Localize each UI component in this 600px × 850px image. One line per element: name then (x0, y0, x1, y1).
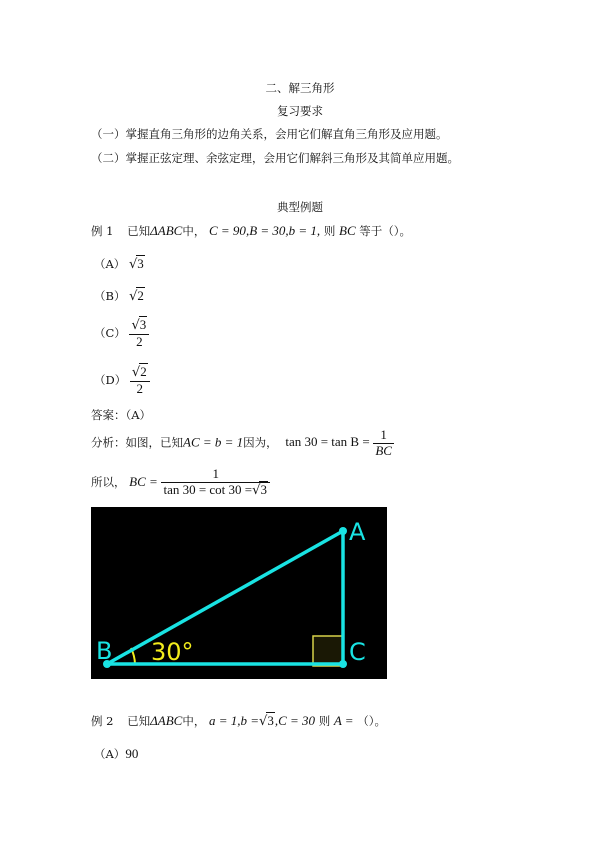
so-den: tan 30 = cot 30 = (163, 481, 253, 497)
sqrt-symbol: √3 (259, 713, 274, 729)
so-fraction (161, 467, 269, 499)
option-b (94, 288, 145, 304)
example-2-option-a-label: （A） (94, 747, 126, 761)
option-d (94, 365, 150, 397)
review-title: 复习要求 (277, 104, 323, 118)
so-den-root: 3 (260, 481, 267, 497)
option-d-label: （D） (94, 372, 127, 387)
requirement-2: （二）掌握正弦定理、余弦定理，会用它们解斜三角形及其简单应用题。 (91, 151, 459, 165)
example-2-intro: 已知 (127, 714, 151, 728)
example-1-then: 则 (323, 224, 336, 238)
vertex-a (339, 527, 347, 535)
analysis-eq: AC = b = 1 (183, 434, 244, 450)
requirement-1: （一）掌握直角三角形的边角关系，会用它们解直角三角形及应用题。 (91, 127, 448, 141)
sqrt-symbol: √2 (131, 364, 147, 380)
angle-label: 30° (151, 638, 194, 666)
example-1-intro: 已知 (127, 224, 151, 238)
example-2-then: 则 (318, 714, 331, 728)
option-b-value: 2 (137, 288, 144, 303)
example-2-mid: 中， (182, 714, 206, 728)
example-2-question (91, 713, 386, 729)
analysis-frac-den: BC (375, 442, 392, 458)
sqrt-symbol: √2 (129, 288, 144, 304)
section-title: 二、解三角形 (265, 81, 335, 95)
analysis-prefix: 分析：如图，已知 (91, 435, 183, 450)
option-d-fraction (130, 365, 150, 397)
label-a: A (349, 518, 366, 546)
triangle-figure (91, 507, 387, 679)
example-2-cond-c: ,C = 30 (274, 713, 316, 728)
option-d-num: 2 (140, 364, 147, 379)
example-1-cond-b: ,B = 30 (245, 223, 286, 238)
example-1-ask: 等于（）。 (359, 224, 412, 238)
example-2-ask: （）。 (357, 714, 386, 728)
label-b: B (96, 637, 113, 665)
analysis-fraction (373, 428, 394, 459)
examples-title: 典型例题 (277, 200, 323, 214)
example-2-option-a-value: 90 (125, 746, 139, 761)
example-2-label: 例 2 (91, 714, 114, 728)
so-prefix: 所以， (91, 474, 126, 489)
right-angle-marker (313, 636, 343, 666)
example-2-triangle: ΔABC (150, 713, 183, 728)
sqrt-symbol: √3 (128, 256, 144, 272)
option-a-label: （A） (94, 257, 126, 271)
so-num: 1 (161, 467, 269, 483)
analysis-frac-num: 1 (373, 428, 394, 444)
example-1-cond-b2: ,b = 1, (285, 223, 321, 238)
example-1-triangle: ΔABC (150, 223, 183, 238)
option-b-label: （B） (94, 289, 126, 303)
example-1-question (91, 223, 411, 239)
vertex-c (339, 660, 347, 668)
example-2-option-a (94, 746, 138, 762)
sqrt-symbol: √3 (131, 317, 147, 333)
option-c-fraction (129, 318, 149, 350)
example-2-target: A = (333, 713, 354, 728)
example-1-mid: 中， (182, 224, 206, 238)
option-a (94, 256, 145, 272)
example-2-cond: a = 1,b = (208, 713, 260, 728)
label-c: C (349, 638, 366, 666)
answer: 答案：（A） (91, 408, 152, 422)
example-1-target: BC (339, 223, 356, 238)
option-a-value: 3 (137, 256, 144, 271)
example-1-label: 例 1 (91, 224, 114, 238)
example-2-cond-root: 3 (267, 713, 274, 728)
option-c-label: （C） (94, 325, 126, 340)
option-c (94, 318, 149, 350)
example-1-cond-c: C = 90 (208, 223, 246, 238)
sqrt-symbol: √3 (252, 481, 267, 498)
so-lhs: BC = (129, 473, 158, 489)
analysis-because: 因为， (243, 435, 278, 450)
option-c-num: 3 (139, 317, 147, 332)
analysis-tan: tan 30 = tan B = (285, 434, 370, 450)
option-d-den: 2 (136, 380, 144, 396)
option-c-den: 2 (136, 333, 143, 349)
conclusion-line (91, 467, 270, 499)
analysis-line (91, 428, 394, 459)
